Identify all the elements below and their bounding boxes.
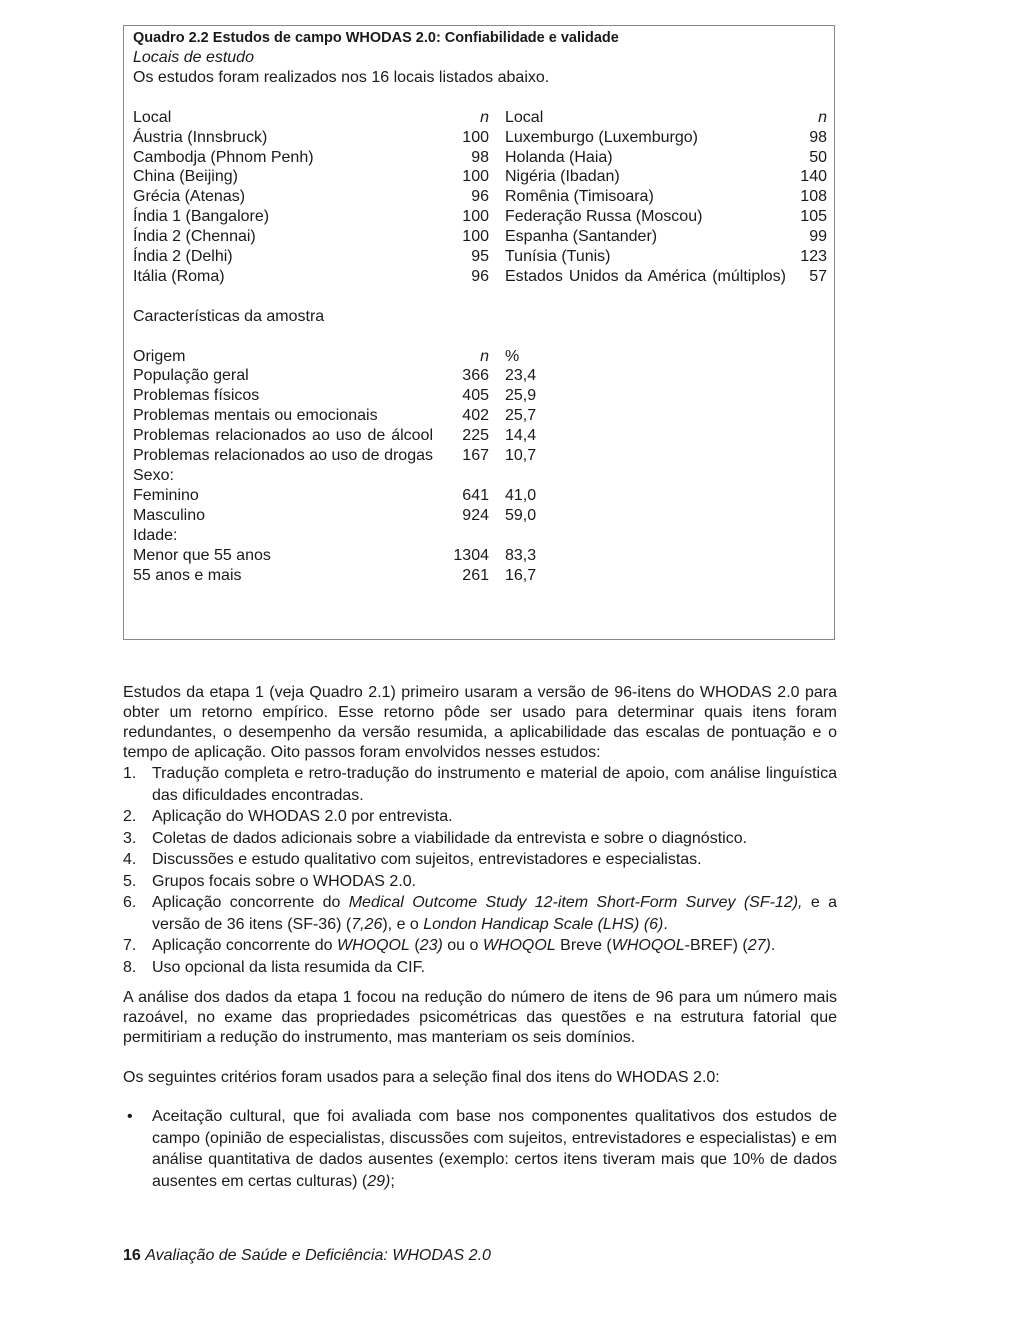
- step-number: 4.: [123, 851, 137, 868]
- step-item: [123, 849, 837, 871]
- step-number: 7.: [123, 937, 137, 954]
- sample-pct: 10,7: [505, 447, 537, 465]
- sample-n: 641: [462, 486, 489, 504]
- step-text: Coletas de dados adicionais sobre a viabilidade da entrevista e sobre o diagnóstico.: [152, 829, 748, 847]
- site-local: Federação Russa (Moscou): [505, 208, 703, 226]
- sites-row: [133, 128, 827, 148]
- sample-pct: 41,0: [505, 486, 537, 504]
- sample-row: [133, 366, 827, 386]
- site-n: 50: [809, 148, 827, 166]
- sample-n: 924: [462, 506, 489, 524]
- sample-n: 225: [462, 427, 489, 445]
- site-local: Romênia (Timisoara): [505, 188, 654, 206]
- bullet-icon: •: [127, 1108, 133, 1125]
- site-n: 140: [800, 168, 827, 186]
- sample-header-n: n: [480, 347, 489, 365]
- criteria-text-part: 29): [367, 1172, 391, 1190]
- site-n: 105: [800, 208, 827, 226]
- site-n: 96: [471, 267, 489, 285]
- sample-row: [133, 466, 827, 486]
- sample-header-origem: Origem: [133, 347, 186, 365]
- step-item: [123, 763, 837, 806]
- sample-label: Idade:: [133, 526, 178, 544]
- site-n: 98: [471, 148, 489, 166]
- step-text: Grupos focais sobre o WHODAS 2.0.: [152, 872, 417, 890]
- sample-label: Problemas físicos: [133, 387, 260, 405]
- step-text-part: WHOQOL: [611, 937, 685, 954]
- paragraph-criterios: Os seguintes critérios foram usados para a seleção final dos itens do WHODAS 2.0:: [123, 1069, 720, 1086]
- sample-row: [133, 506, 827, 526]
- sample-label: Sexo:: [133, 466, 174, 484]
- sample-pct: 25,9: [505, 387, 537, 405]
- sample-row: [133, 446, 827, 466]
- sites-row: [133, 187, 827, 207]
- site-n: 99: [809, 228, 827, 246]
- step-item: [123, 892, 837, 935]
- paragraph-analise: A análise dos dados da etapa 1 focou na redução do número de itens de 96 para um número mais razoável, no exame das propriedades psicométricas das questões e na estrutura fatorial que permitiriam a redução do instrumento, mas manteriam os seis domínios.: [123, 989, 837, 1046]
- site-local: Nigéria (Ibadan): [505, 168, 620, 186]
- step-number: 8.: [123, 958, 137, 976]
- site-local: Índia 2 (Chennai): [133, 228, 256, 246]
- criteria-text-part: Aceitação cultural, que foi avaliada com base nos componentes qualitativos dos estudos de campo (opinião de especialistas, discussões com sujeitos, entrevistadores e especialistas) e em análise quantitativa de dados ausentes (exemplo: certos itens tiveram mais que 10% de dados ausentes em certas culturas) (: [152, 1108, 837, 1190]
- site-local: Cambodja (Phnom Penh): [133, 148, 314, 166]
- body-text: [123, 683, 837, 1192]
- sites-header-local: Local: [133, 108, 172, 126]
- sample-label: População geral: [133, 367, 249, 385]
- sample-row: [133, 566, 827, 586]
- steps-list: [123, 763, 837, 978]
- step-text-part: WHOQOL: [482, 937, 556, 954]
- quadro-subtitle: Locais de estudo: [133, 49, 254, 66]
- sites-table: [133, 108, 827, 287]
- step-text: Uso opcional da lista resumida da CIF.: [152, 958, 426, 976]
- sample-pct: 83,3: [505, 546, 537, 564]
- site-local: Holanda (Haia): [505, 148, 613, 166]
- site-local: Estados Unidos da América (múltiplos): [505, 267, 786, 285]
- sample-n: [433, 526, 489, 546]
- sample-n: 167: [462, 447, 489, 465]
- site-n: 96: [471, 188, 489, 206]
- step-text-part: 23): [419, 937, 443, 954]
- sample-row: [133, 486, 827, 506]
- step-number: 1.: [123, 765, 137, 782]
- sample-header-row: [133, 347, 827, 367]
- site-local: Luxemburgo (Luxemburgo): [505, 128, 698, 146]
- step-text: Tradução completa e retro-tradução do instrumento e material de apoio, com análise linguística das dificuldades encontradas.: [152, 765, 837, 804]
- step-text-part: -BREF) (: [684, 937, 748, 954]
- site-local: Tunísia (Tunis): [505, 248, 611, 266]
- sample-label: Menor que 55 anos: [133, 546, 271, 564]
- sample-heading: Características da amostra: [133, 307, 325, 325]
- sample-pct: 16,7: [505, 566, 537, 584]
- step-text-part: (: [409, 937, 420, 954]
- step-text-part: 7,26: [351, 915, 383, 933]
- step-item: [123, 957, 837, 979]
- criteria-text-part: ;: [390, 1172, 395, 1190]
- sites-header-local-right: Local: [505, 108, 544, 126]
- quadro-title: Quadro 2.2 Estudos de campo WHODAS 2.0: Confiabilidade e validade: [133, 30, 619, 46]
- sample-pct: 25,7: [505, 407, 537, 425]
- step-number: 2.: [123, 808, 137, 825]
- step-item: [123, 806, 837, 828]
- site-n: 100: [462, 228, 489, 246]
- sample-pct: [505, 526, 827, 546]
- sites-row: [133, 267, 827, 287]
- sample-label: Feminino: [133, 486, 199, 504]
- site-local: China (Beijing): [133, 168, 238, 186]
- page-number: 16: [123, 1247, 141, 1264]
- sample-label: Problemas mentais ou emocionais: [133, 407, 378, 425]
- criteria-list: [123, 1106, 837, 1192]
- site-n: 95: [471, 248, 489, 266]
- sample-label: Masculino: [133, 506, 206, 524]
- sample-row: [133, 546, 827, 566]
- site-local: Grécia (Atenas): [133, 188, 246, 206]
- sample-n: 261: [462, 566, 489, 584]
- step-text-part: London Handicap Scale (LHS) (6): [423, 915, 664, 933]
- site-n: 123: [800, 248, 827, 266]
- footer-title: Avaliação de Saúde e Deficiência: WHODAS 2.0: [145, 1247, 491, 1264]
- step-number: 6.: [123, 894, 137, 911]
- sample-row: [133, 406, 827, 426]
- step-text: Discussões e estudo qualitativo com sujeitos, entrevistadores e especialistas.: [152, 851, 702, 868]
- sites-header-n: n: [480, 108, 489, 126]
- step-text-part: WHOQOL: [337, 937, 410, 954]
- sample-row: [133, 526, 827, 546]
- sites-row: [133, 227, 827, 247]
- sample-n: 366: [462, 367, 489, 385]
- sample-label: Problemas relacionados ao uso de drogas: [133, 447, 433, 465]
- step-number: 5.: [123, 872, 137, 890]
- site-n: 100: [462, 208, 489, 226]
- site-n: 57: [809, 267, 827, 285]
- sample-pct: 14,4: [505, 427, 537, 445]
- step-text-part: Aplicação concorrente do: [152, 894, 349, 911]
- sites-row: [133, 207, 827, 227]
- step-text-part: Medical Outcome Study 12-item Short-Form Survey (SF-12),: [348, 894, 803, 911]
- site-local: Itália (Roma): [133, 267, 225, 285]
- sites-header-row: [133, 108, 827, 128]
- sample-pct: [505, 466, 827, 486]
- step-number: 3.: [123, 829, 137, 847]
- step-text-part: 27): [747, 937, 771, 954]
- sample-row: [133, 386, 827, 406]
- step-text-part: ), e o: [382, 915, 424, 933]
- site-local: Espanha (Santander): [505, 228, 658, 246]
- site-n: 100: [462, 128, 489, 146]
- step-text-part: Aplicação concorrente do: [152, 937, 337, 954]
- sites-row: [133, 247, 827, 267]
- criteria-item: [123, 1106, 837, 1192]
- criteria-item-text: [152, 1108, 837, 1190]
- step-text-part: .: [770, 937, 776, 954]
- sample-label: Problemas relacionados ao uso de álcool: [133, 427, 433, 445]
- sample-n: 1304: [453, 546, 489, 564]
- site-n: 108: [800, 188, 827, 206]
- sample-label: 55 anos e mais: [133, 566, 242, 584]
- step-text-part: ou o: [442, 937, 483, 954]
- step-text: Aplicação do WHODAS 2.0 por entrevista.: [152, 808, 453, 825]
- site-n: 98: [809, 128, 827, 146]
- site-local: Índia 1 (Bangalore): [133, 208, 270, 226]
- step-item: [123, 871, 837, 893]
- step-text-part: .: [663, 915, 668, 933]
- sample-pct: 23,4: [505, 367, 537, 385]
- sample-table: [133, 347, 827, 586]
- sample-pct: 59,0: [505, 506, 537, 524]
- sample-row: [133, 426, 827, 446]
- sites-row: [133, 148, 827, 168]
- site-local: Áustria (Innsbruck): [133, 128, 268, 146]
- site-n: 100: [462, 168, 489, 186]
- site-local: Índia 2 (Delhi): [133, 248, 233, 266]
- sample-header-pct: %: [505, 347, 520, 365]
- sample-n: 402: [462, 407, 489, 425]
- page-footer: [123, 1247, 491, 1265]
- sites-header-n-right: n: [818, 108, 827, 126]
- step-item: [123, 935, 837, 957]
- step-text-part: Breve (: [555, 937, 612, 954]
- paragraph-etapa-1: Estudos da etapa 1 (veja Quadro 2.1) primeiro usaram a versão de 96-itens do WHODAS 2.0 para obter um retorno empírico. Esse retorno pôde ser usado para determinar quais itens foram redundantes, o desempenho da versão resumida, a aplicabilidade das escalas de pontuação e o tempo de aplicação. Oito passos foram envolvidos nesses estudos:: [123, 684, 837, 761]
- sample-n: 405: [462, 387, 489, 405]
- sample-n: [433, 466, 489, 486]
- quadro-intro: Os estudos foram realizados nos 16 locais listados abaixo.: [133, 68, 550, 86]
- sites-row: [133, 167, 827, 187]
- quadro-2-2: [123, 25, 835, 640]
- step-text-part: e a versão de 36 itens (SF-36) (: [152, 894, 837, 933]
- step-item: [123, 828, 837, 850]
